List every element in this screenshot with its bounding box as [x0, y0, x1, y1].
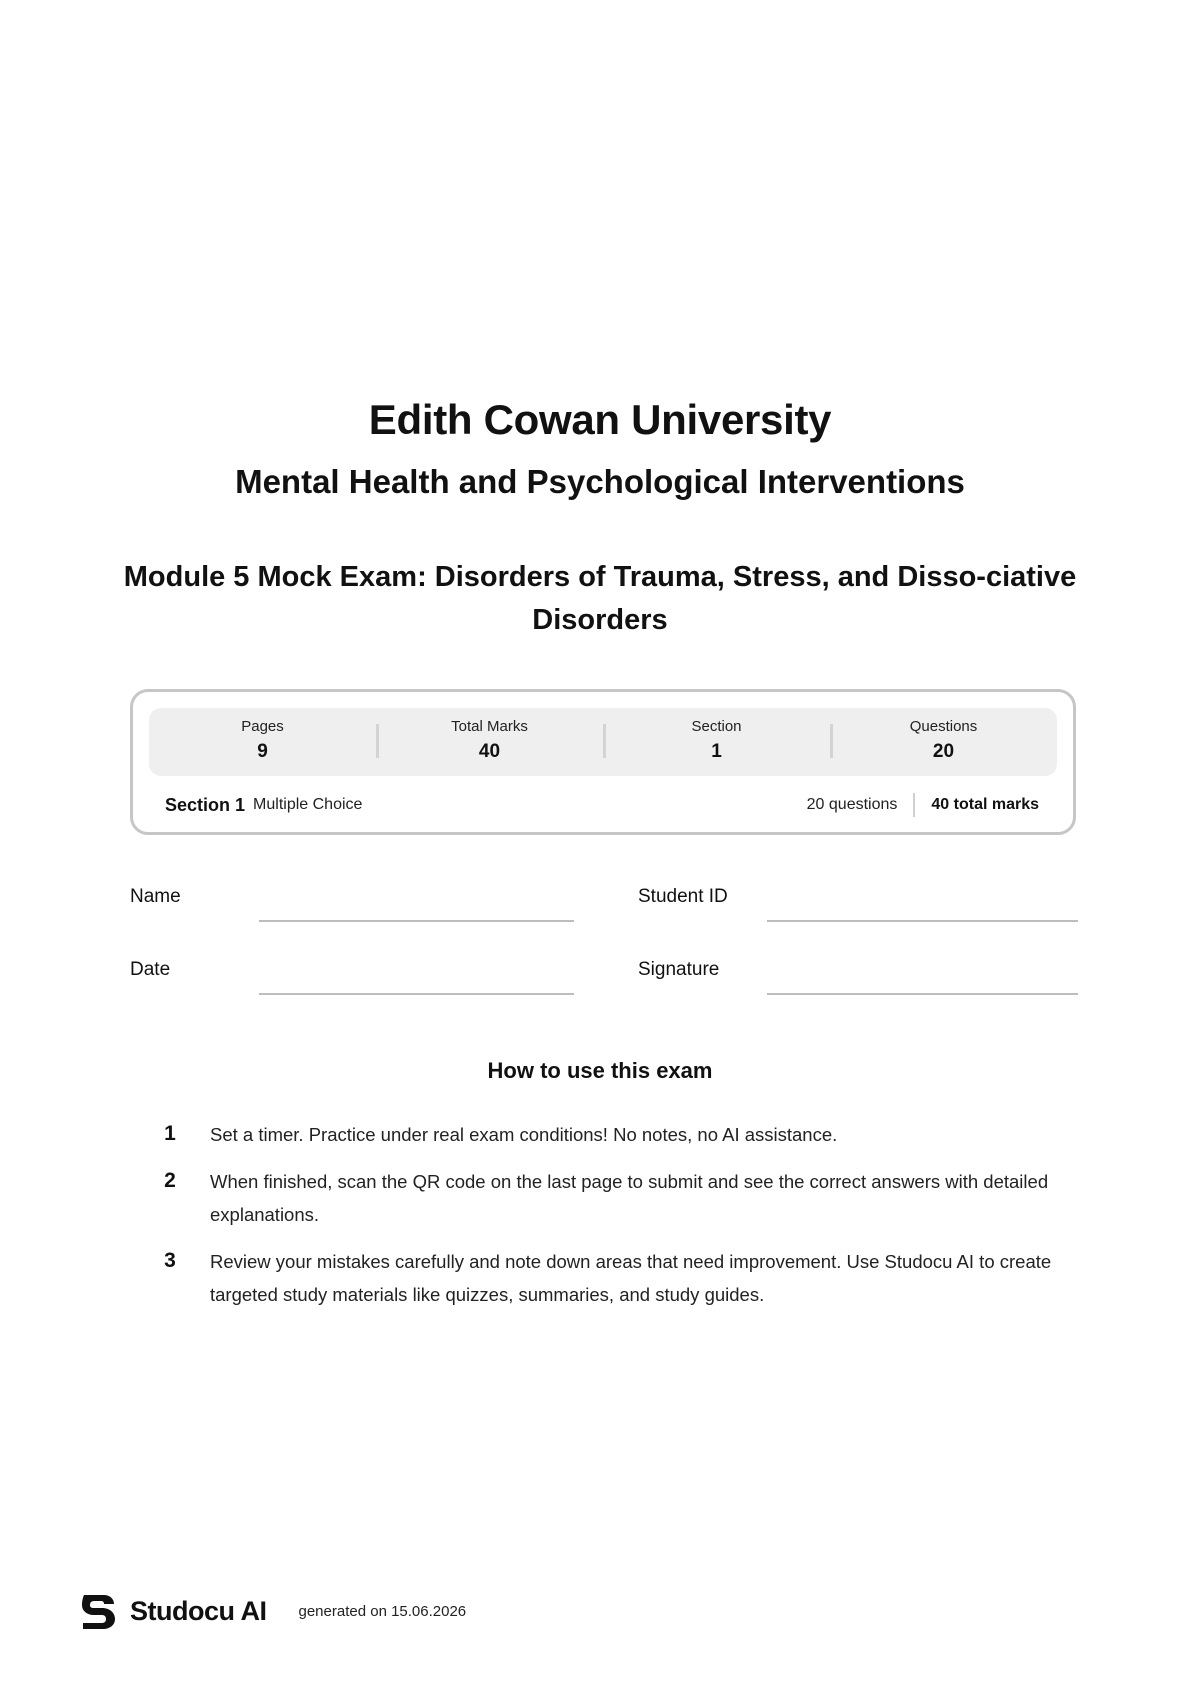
date-field[interactable]	[130, 959, 574, 999]
stat-pages	[149, 708, 376, 776]
instruction-step	[160, 1165, 1060, 1231]
stat-label: Pages	[241, 718, 284, 735]
step-number: 1	[164, 1122, 176, 1145]
date-label: Date	[130, 959, 171, 980]
step-text: Set a timer. Practice under real exam conditions! No notes, no AI assistance.	[210, 1124, 838, 1145]
section-question-count: 20 questions	[806, 796, 898, 813]
name-label: Name	[130, 886, 181, 907]
instruction-step	[160, 1118, 1060, 1151]
student-id-line[interactable]	[767, 920, 1078, 922]
instruction-step	[160, 1245, 1060, 1311]
stat-label: Section	[691, 718, 742, 735]
signature-line[interactable]	[767, 993, 1078, 995]
step-number: 2	[164, 1169, 176, 1192]
signature-field[interactable]	[638, 959, 1078, 999]
section-type: Multiple Choice	[253, 796, 363, 813]
signature-label: Signature	[638, 959, 720, 980]
step-text: When finished, scan the QR code on the last page to submit and see the correct answers with detailed explanations.	[210, 1171, 1049, 1225]
stat-questions	[830, 708, 1057, 776]
exam-title: Module 5 Mock Exam: Disorders of Trauma, Stress, and Disso-ciative Disorders	[123, 561, 1077, 636]
stat-value: 9	[257, 741, 268, 762]
stat-label: Total Marks	[451, 718, 528, 735]
student-id-label: Student ID	[638, 886, 728, 907]
step-number: 3	[164, 1249, 176, 1272]
instructions-heading: How to use this exam	[487, 1058, 713, 1083]
stat-value: 40	[478, 741, 501, 762]
stat-section	[603, 708, 830, 776]
section-row	[165, 792, 1039, 818]
generated-date: generated on 15.06.2026	[298, 1602, 467, 1620]
footer	[80, 1591, 466, 1631]
exam-stats	[149, 708, 1057, 776]
stat-total-marks	[376, 708, 603, 776]
stat-label: Questions	[909, 718, 978, 735]
name-field[interactable]	[130, 886, 574, 926]
name-line[interactable]	[259, 920, 574, 922]
date-line[interactable]	[259, 993, 574, 995]
student-id-field[interactable]	[638, 886, 1078, 926]
studocu-logo-icon	[80, 1592, 116, 1630]
exam-summary-box	[130, 689, 1076, 835]
university-title: Edith Cowan University	[368, 396, 832, 443]
stat-value: 20	[932, 741, 955, 762]
instructions-list	[160, 1118, 1060, 1325]
step-text: Review your mistakes carefully and note down areas that need improvement. Use Studocu AI to create targeted study materials like quizzes, summaries, and study guides.	[210, 1251, 1052, 1305]
course-title: Mental Health and Psychological Interventions	[235, 463, 965, 500]
section-total-marks: 40 total marks	[931, 796, 1039, 813]
stat-value: 1	[711, 741, 722, 762]
brand-name: Studocu AI	[130, 1595, 267, 1626]
section-name: Section 1	[165, 794, 246, 815]
